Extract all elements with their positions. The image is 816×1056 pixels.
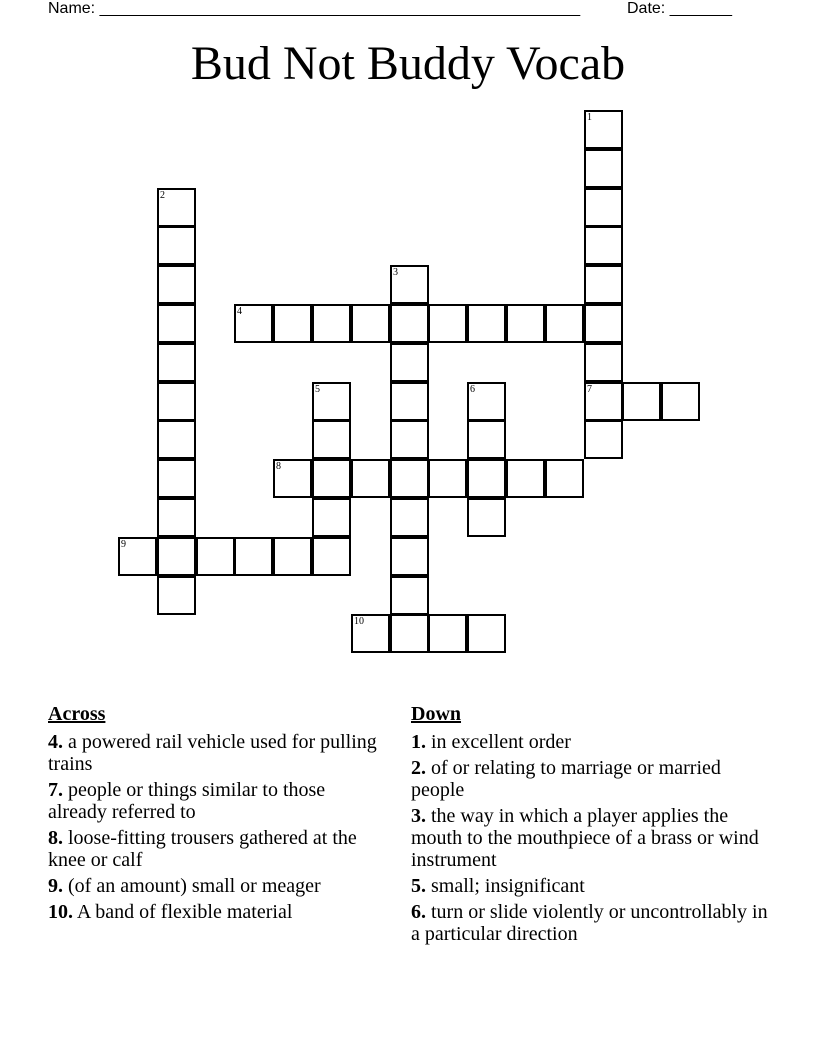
crossword-cell	[273, 537, 312, 576]
crossword-cell	[390, 420, 429, 459]
clue-text: a powered rail vehicle used for pulling trains	[48, 731, 377, 775]
crossword-cell	[157, 226, 196, 265]
crossword-cell	[584, 265, 623, 304]
clue-across-10	[48, 901, 388, 923]
across-heading: Across	[48, 703, 106, 725]
crossword-cell	[584, 149, 623, 188]
crossword-cell	[467, 614, 506, 653]
cell-number: 8	[276, 461, 281, 472]
crossword-cell	[506, 304, 545, 343]
crossword-cell	[506, 459, 545, 498]
clue-down-6	[411, 901, 773, 945]
crossword-cell	[157, 576, 196, 615]
cell-number: 2	[160, 190, 165, 201]
crossword-cell	[390, 265, 429, 304]
crossword-cell	[312, 304, 351, 343]
crossword-cell	[584, 382, 623, 421]
crossword-cell	[584, 188, 623, 227]
cell-number: 4	[237, 306, 242, 317]
crossword-cell	[157, 382, 196, 421]
crossword-cell	[157, 420, 196, 459]
crossword-cell	[390, 498, 429, 537]
crossword-cell	[234, 537, 273, 576]
crossword-cell	[234, 304, 273, 343]
crossword-cell	[312, 537, 351, 576]
clue-text: small; insignificant	[431, 875, 585, 897]
crossword-cell	[312, 459, 351, 498]
crossword-cell	[351, 304, 390, 343]
clue-text: (of an amount) small or meager	[68, 875, 321, 897]
clue-number: 7.	[48, 779, 63, 801]
clue-text: in excellent order	[431, 731, 571, 753]
crossword-cell	[351, 459, 390, 498]
clue-number: 8.	[48, 827, 63, 849]
crossword-cell	[390, 343, 429, 382]
date-field-label: Date: _______	[627, 0, 732, 17]
crossword-cell	[273, 459, 312, 498]
crossword-cell	[545, 459, 584, 498]
crossword-cell	[157, 304, 196, 343]
cell-number: 5	[315, 384, 320, 395]
crossword-cell	[273, 304, 312, 343]
clue-number: 2.	[411, 757, 426, 779]
down-clue-list	[411, 731, 773, 945]
crossword-cell	[157, 537, 196, 576]
crossword-cell	[584, 110, 623, 149]
clue-text: people or things similar to those already referred to	[48, 779, 326, 823]
crossword-cell	[622, 382, 661, 421]
across-clues	[48, 703, 388, 927]
clue-across-7	[48, 779, 388, 823]
crossword-cell	[390, 459, 429, 498]
crossword-cell	[312, 382, 351, 421]
crossword-cell	[312, 420, 351, 459]
down-clues	[411, 703, 773, 949]
clue-text: A band of flexible material	[76, 901, 293, 923]
crossword-cell	[584, 420, 623, 459]
clue-across-8	[48, 827, 388, 871]
crossword-cell	[390, 304, 429, 343]
crossword-cell	[428, 459, 467, 498]
clue-down-5	[411, 875, 773, 897]
clue-number: 4.	[48, 731, 63, 753]
crossword-cell	[584, 343, 623, 382]
clue-across-9	[48, 875, 388, 897]
crossword-cell	[428, 614, 467, 653]
crossword-cell	[351, 614, 390, 653]
crossword-cell	[545, 304, 584, 343]
clue-text: turn or slide violently or uncontrollably in a particular direction	[411, 901, 768, 945]
cell-number: 10	[354, 616, 364, 627]
clue-text: loose-fitting trousers gathered at the knee or calf	[48, 827, 357, 871]
clue-number: 6.	[411, 901, 426, 923]
clue-number: 3.	[411, 805, 426, 827]
cell-number: 9	[121, 539, 126, 550]
crossword-cell	[157, 498, 196, 537]
crossword-cell	[390, 614, 429, 653]
clue-down-3	[411, 805, 773, 871]
across-clue-list	[48, 731, 388, 923]
crossword-cell	[584, 226, 623, 265]
cell-number: 3	[393, 267, 398, 278]
crossword-cell	[390, 537, 429, 576]
clue-number: 5.	[411, 875, 426, 897]
crossword-cell	[467, 459, 506, 498]
cell-number: 6	[470, 384, 475, 395]
crossword-cell	[157, 343, 196, 382]
crossword-cell	[118, 537, 157, 576]
clue-number: 1.	[411, 731, 426, 753]
crossword-cell	[390, 382, 429, 421]
cell-number: 7	[587, 384, 592, 395]
clue-text: of or relating to marriage or married people	[411, 757, 721, 801]
crossword-cell	[390, 576, 429, 615]
cell-number: 1	[587, 112, 592, 123]
crossword-cell	[428, 304, 467, 343]
clue-down-1	[411, 731, 773, 753]
crossword-cell	[584, 304, 623, 343]
crossword-cell	[157, 188, 196, 227]
crossword-cell	[467, 304, 506, 343]
crossword-cell	[467, 382, 506, 421]
crossword-cell	[157, 265, 196, 304]
crossword-cell	[312, 498, 351, 537]
crossword-cell	[467, 498, 506, 537]
crossword-cell	[467, 420, 506, 459]
crossword-cell	[196, 537, 235, 576]
crossword-cell	[157, 459, 196, 498]
down-heading: Down	[411, 703, 462, 725]
name-field-label: Name: ______________________________________________________	[48, 0, 581, 17]
clue-text: the way in which a player applies the mouth to the mouthpiece of a brass or wind instrument	[411, 805, 759, 871]
clue-number: 10.	[48, 901, 73, 923]
crossword-cell	[661, 382, 700, 421]
clue-number: 9.	[48, 875, 63, 897]
clue-across-4	[48, 731, 388, 775]
page-title: Bud Not Buddy Vocab	[190, 37, 626, 90]
clue-down-2	[411, 757, 773, 801]
